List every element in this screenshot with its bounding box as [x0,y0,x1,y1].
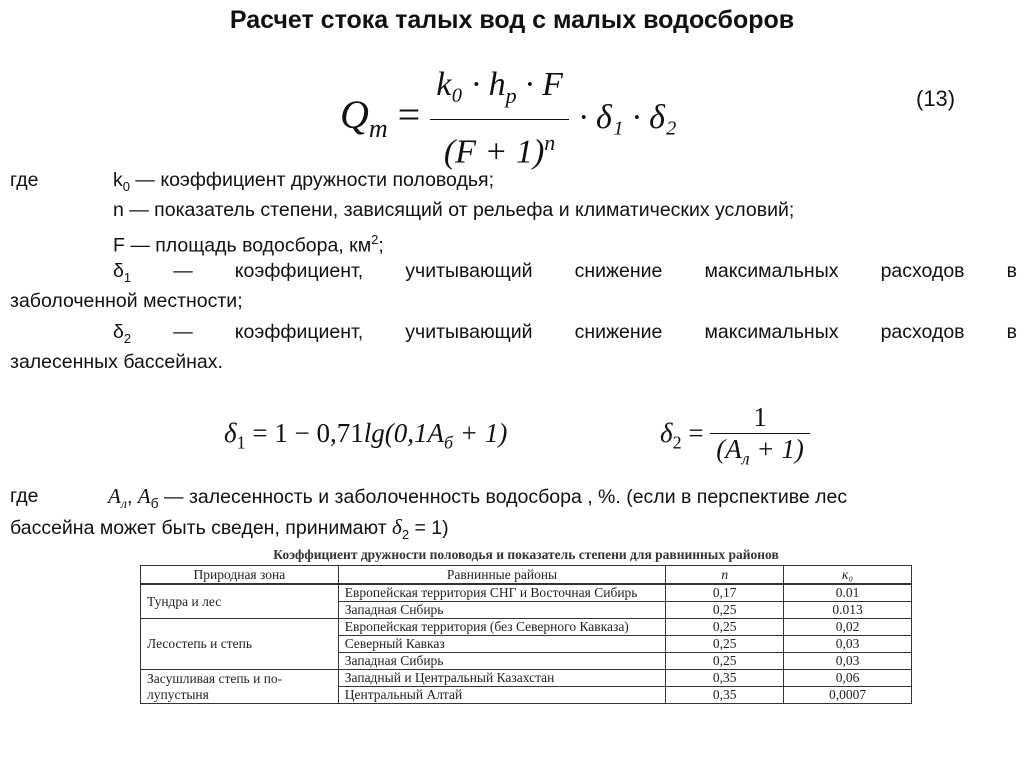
table-row [141,584,912,602]
definition-delta2-line1: $\delta_2$ — коэффициент, учитывающий снижение максимальных расходов в [113,321,1018,346]
header-zone: Природная зона [141,566,339,585]
header-k0: к₀ [784,566,912,585]
k0-cell: 0.01 [784,584,912,602]
k0-cell: 0,02 [784,619,912,636]
region-cell: Центральный Алтай [338,687,666,704]
zone-cell: Лесостепь и степь [141,619,339,670]
formula-delta2: $\delta_2$ = $\frac{1}{(A_л + 1)}$ [660,402,810,469]
formula-13-lhs: Q [340,91,369,137]
formula-13-denominator: $(F + 1)^n$ [430,119,569,175]
coefficient-table [140,565,912,704]
definition-F: F — площадь водосбора, $км^2$; [113,232,384,257]
header-region: Равнинные районы [338,566,666,585]
n-cell: 0,17 [666,584,784,602]
region-cell: Западная Снбирь [338,602,666,619]
definitions-lead: где [10,169,39,191]
k0-cell: 0,03 [784,636,912,653]
definitions2-line1: $A_л$, $A_б$ — залесенность и заболоченность водосбора , %. (если в перспективе лес [108,484,848,512]
n-cell: 0,25 [666,619,784,636]
zone-cell: Тундра и лес [141,584,339,619]
n-cell: 0,35 [666,670,784,687]
table-caption: Коэффициент дружности половодья и показатель степени для равнинных районов [273,547,779,562]
formula-delta2-fraction: $\frac{1}{(A_л + 1)}$ [710,402,810,469]
formula-13: $Q_m$ = $\frac{k_0 \cdot h_p \cdot F}{(F + 1)^n}$ · δ₁ · δ₂ [340,62,677,175]
definition-delta1-line1: $\delta_1$ — коэффициент, учитывающий снижение максимальных расходов в [113,260,1018,285]
page-title: Расчет стока талых вод с малых водосборов [229,6,795,34]
k0-cell: 0,0007 [784,687,912,704]
k0-cell: 0.013 [784,602,912,619]
formula-13-numerator: $k_0 \cdot h_p \cdot F$ [436,66,563,108]
definition-delta1-line2: заболоченной местности; [10,290,243,312]
region-cell: Европейская территория (без Северного Кавказа) [338,619,666,636]
region-cell: Западный и Центральный Казахстан [338,670,666,687]
region-cell: Западная Сибирь [338,653,666,670]
definitions2-lead: где [10,485,39,507]
region-cell: Северный Кавказ [338,636,666,653]
formula-13-fraction [430,62,569,175]
header-n: n [666,566,784,585]
n-cell: 0,25 [666,653,784,670]
definition-delta2-line2: залесенных бассейнах. [10,351,223,373]
table-row [141,670,912,687]
equation-number: (13) [916,86,956,111]
n-cell: 0,25 [666,602,784,619]
definition-n: n — показатель степени, зависящий от рельефа и климатических условий; [113,199,795,221]
n-cell: 0,25 [666,636,784,653]
k0-cell: 0,06 [784,670,912,687]
table-header-row [141,566,912,585]
formula-13-tail: · δ₁ · δ₂ [578,98,677,136]
definitions2-line2: бассейна может быть сведен, принимают $\delta_2 = 1$) [10,515,449,542]
n-cell: 0,35 [666,687,784,704]
zone-cell: Засушливая степь и по-лупустыня [141,670,339,704]
formula-13-lhs-sub: m [368,113,388,143]
region-cell: Европейская территория СНГ и Восточная Сибирь [338,584,666,602]
definition-k0: $k_0$ — коэффициент дружности половодья; [113,169,494,194]
table-row [141,619,912,636]
k0-cell: 0,03 [784,653,912,670]
formula-delta1: $\delta_1 = 1 - 0,71\lg(0,1A_б + 1)$ [224,418,508,453]
